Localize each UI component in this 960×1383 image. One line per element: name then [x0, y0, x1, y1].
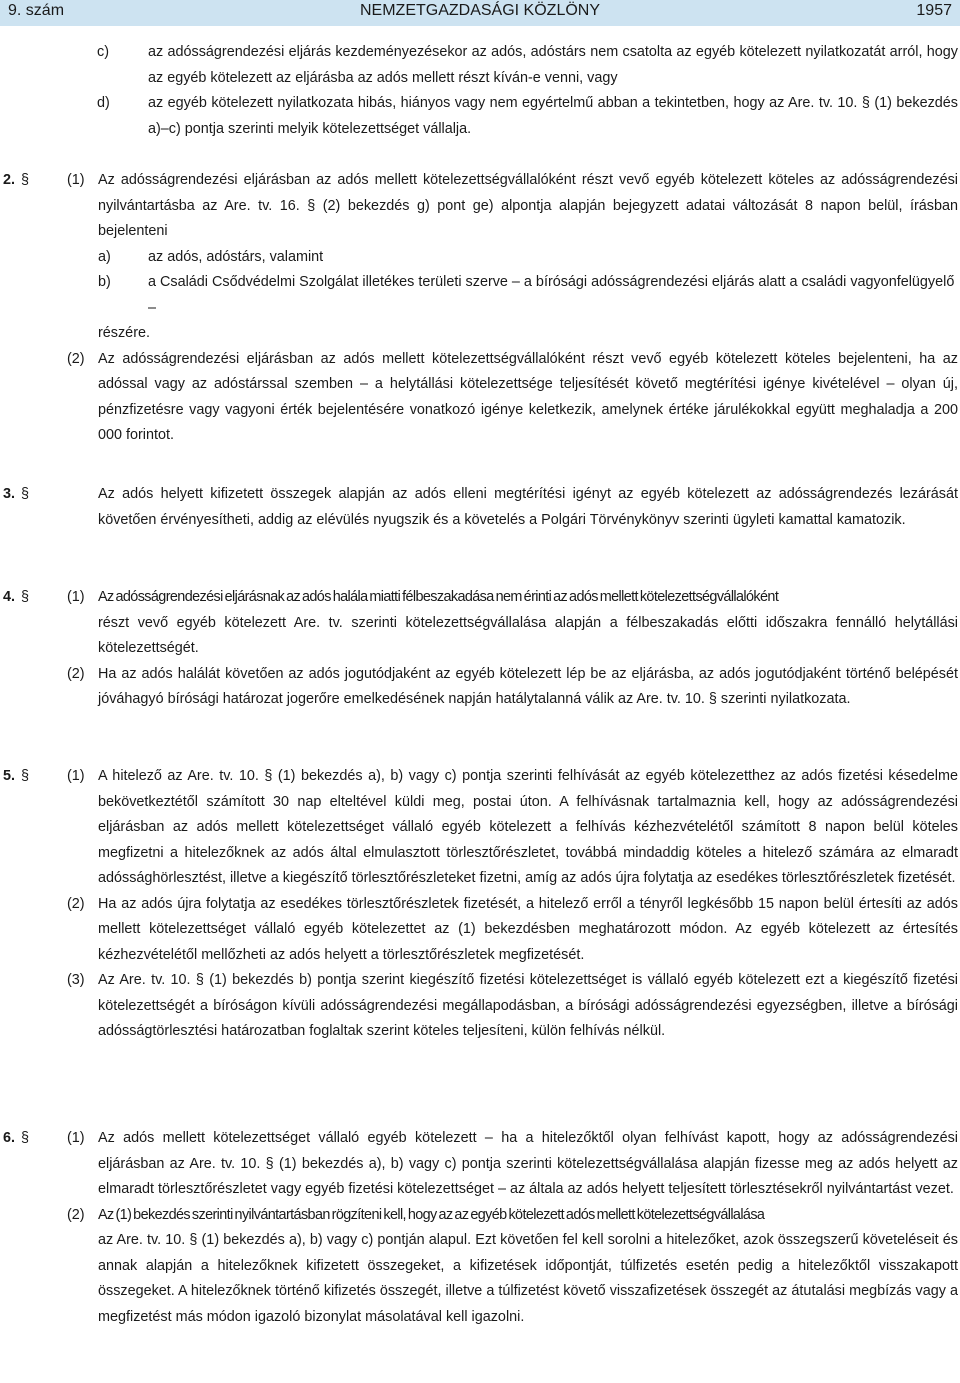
- section-sign: §: [21, 486, 30, 502]
- section-text-row: [0, 482, 960, 533]
- continued-list: [0, 40, 960, 142]
- paragraph-3: [0, 968, 960, 1045]
- section-text: Az adós helyett kifizetett összegek alapján az adós elleni megtérítési igényt az egyéb kötelezett az adósságrendezés lezárását követően érvényesítheti, addig az elévülés nyugszik és a követelés a Polgári Törvénykönyv szerinti ügyleti kamattal kamatozik.: [98, 486, 958, 528]
- section-sign: §: [21, 1130, 30, 1146]
- section-4: [0, 585, 960, 713]
- item-label: b): [98, 274, 111, 290]
- paragraph-label: (3): [67, 972, 85, 988]
- section-sign: §: [21, 172, 30, 188]
- paragraph-1: [0, 1126, 960, 1203]
- paragraph-2: [0, 892, 960, 969]
- issue-number: 9. szám: [8, 2, 65, 19]
- paragraph-label: (2): [67, 1206, 85, 1223]
- section-number: 3.: [3, 486, 16, 502]
- item-text: az egyéb kötelezett nyilatkozata hibás, hiányos vagy nem egyértelmű abban a tekintetben, hogy az Are. tv. 10. § (1) bekezdés a)–c) pontja szerinti melyik kötelezettséget vállalja.: [148, 95, 958, 137]
- list-item-b: [0, 270, 960, 321]
- paragraph-1: [0, 585, 960, 662]
- paragraph-text: Az adósságrendezési eljárásban az adós mellett kötelezettségvállalóként részt vevő egyéb kötelezett köteles bejelenteni, ha az adóssal vagy az adóstárssal szemben – a helytállási kötelezettsége teljesítését követő megtérítési igénye kivételével – olyan új, pénzfizetésre vagy vagyoni érték bejelentésére vonatkozó igénye keletkezik, amelynek értéke járulékokkal együtt meghaladja a 200 000 forintot.: [98, 350, 958, 443]
- paragraph-label: (2): [67, 895, 85, 912]
- section-number: 2.: [3, 172, 16, 188]
- paragraph-1: [0, 168, 960, 245]
- section-3: [0, 482, 960, 533]
- section-sign: §: [21, 768, 30, 784]
- paragraph-2: [0, 347, 960, 449]
- paragraph-tail: részére.: [98, 325, 150, 341]
- paragraph-label: (1): [67, 1130, 85, 1146]
- paragraph-label: (1): [67, 589, 85, 605]
- list-item-a: [0, 245, 960, 271]
- item-label: d): [97, 95, 110, 111]
- list-item-d: [0, 91, 960, 142]
- section-number: 5.: [3, 768, 16, 784]
- paragraph-text: Az Are. tv. 10. § (1) bekezdés b) pontja szerint kiegészítő fizetési kötelezettséget is vállaló egyéb kötelezett ezt a kiegészítő fizetési kötelezettségét a bíróságon kívüli adósságrendezési megállapodásban, a bírósági adósságrendezési egyezségben, illetve a bírósági adósságtörlesztési határozatban foglaltak szerint köteles teljesíteni, külön felhívás nélkül.: [98, 972, 958, 1039]
- paragraph-text: Az adós mellett kötelezettséget vállaló egyéb kötelezett – ha a hitelezőktől olyan felhívást kapott, hogy az adósságrendezési eljárásban az Are. tv. 10. § (1) bekezdés a), b) vagy c) pontja szerinti kötelezettségvállalása alapján fizesse meg az adós helyett az elmaradt törlesztőrészletet vagy egyéb fizetési kötelezettséget – az általa az adós helyett teljesített törlesztésekről nyilvántartást vezet.: [98, 1130, 958, 1197]
- journal-title: NEMZETGAZDASÁGI KÖZLÖNY: [359, 2, 601, 19]
- section-6: [0, 1126, 960, 1330]
- page-header: [0, 0, 960, 26]
- item-label: a): [98, 248, 111, 265]
- item-label: c): [97, 44, 109, 60]
- paragraph-text-rest: részt vevő egyéb kötelezett Are. tv. szerinti kötelezettségvállalása alapján a félbeszakadás előtti időszakra fennálló helytállási kötelezettségét.: [98, 614, 958, 656]
- paragraph-2: [0, 662, 960, 713]
- section-sign: §: [21, 589, 30, 605]
- paragraph-label: (1): [67, 172, 85, 188]
- paragraph-text: Ha az adós újra folytatja az esedékes törlesztőrészletek fizetését, a hitelező erről a tényről legkésőbb 15 napon belül értesíti az adós mellett kötelezettséget vállaló egyéb kötelezettet az (1) bekezdésben meghatározott módon. Az egyéb kötelezett az értesítés kézhezvételétől mellőzheti az adós helyett a törlesztőrészletek megfizetését.: [98, 895, 958, 963]
- section-2: [0, 168, 960, 449]
- item-text: az adósságrendezési eljárás kezdeményezésekor az adós, adóstárs nem csatolta az egyéb kötelezett nyilatkozatát arról, hogy az egyéb kötelezett az eljárásba az adós mellett részt kíván-e venni, vagy: [148, 44, 958, 86]
- paragraph-1: [0, 764, 960, 892]
- paragraph-text: Ha az adós halálát követően az adós jogutódjaként az egyéb kötelezett lép be az eljárásba, az adós jogutódjaként történő belépését jóváhagyó bírósági határozat jogerőre emelkedésének napján hatálytalanná válik az Are. tv. 10. § szerinti nyilatkozata.: [98, 665, 958, 707]
- paragraph-text-rest: az Are. tv. 10. § (1) bekezdés a), b) vagy c) pontján alapul. Ezt követően fel kell sorolni a hitelezőket, azok összegszerű követeléseit és annak alapján a hitelezőknek kifizetett összegeket, a kifizetések időpontját, túlfizetés esetén pedig a hitelezőktől visszakapott összegeket. A hitelezőknek történő kifizetés összegét, illetve a túlfizetést követő visszafizetések összegét az átutalási megbízás vagy a megfizetést más módon igazoló bizonylat másolatával kell igazolni.: [98, 1232, 958, 1325]
- paragraph-text: A hitelező az Are. tv. 10. § (1) bekezdés a), b) vagy c) pontja szerinti felhívását az egyéb kötelezetthez az adós fizetési késedelme bekövetkeztétől számított 30 nap elteltével küldi meg, postai úton. A felhívásnak tartalmaznia kell, hogy az adósságrendezési eljárásban az adós mellett kötelezettséget vállaló egyéb kötelezett a felhívás kézhezvételétől számított 8 napon belül köteles megfizetni a hitelezőknek az adós által elmulasztott törlesztőrészletet, továbbá mindaddig köteles a hitelező számára az elmaradt adóssághörlesztést, illetve a kiegészítő törlesztőrészleteket fizetni, amíg az adós újra folytatja az esedékes törlesztőrészletek fizetését.: [98, 768, 958, 886]
- paragraph-1-tail: [0, 321, 960, 347]
- paragraph-text: Az adósságrendezési eljárásban az adós mellett kötelezettségvállalóként részt vevő egyéb kötelezett köteles az adósságrendezési nyilvántartásba az Are. tv. 16. § (2) bekezdés g) pont ge) alpontja alapján bejegyzett adatai változását 8 napon belül, írásban bejelenteni: [98, 172, 958, 239]
- item-text: az adós, adóstárs, valamint: [148, 248, 324, 265]
- item-text: a Családi Csődvédelmi Szolgálat illetékes területi szerve – a bírósági adósságrendezési eljárás alatt a családi vagyonfelügyelő –: [148, 274, 955, 316]
- section-number: 4.: [3, 589, 16, 605]
- list-item-c: [0, 40, 960, 91]
- paragraph-text-line1: Az (1) bekezdés szerinti nyilvántartásban rögzíteni kell, hogy az az egyéb kötelezett adós mellett kötelezettségvállalása: [98, 1206, 765, 1223]
- paragraph-label: (2): [67, 350, 85, 367]
- section-5: [0, 764, 960, 1045]
- page-number: 1957: [916, 2, 952, 19]
- paragraph-text-line1: Az adósságrendezési eljárásnak az adós halála miatti félbeszakadása nem érinti az adós mellett kötelezettségvállalóként: [98, 589, 779, 605]
- section-number: 6.: [3, 1130, 16, 1146]
- paragraph-label: (2): [67, 665, 85, 682]
- paragraph-label: (1): [67, 768, 85, 784]
- paragraph-2: [0, 1203, 960, 1331]
